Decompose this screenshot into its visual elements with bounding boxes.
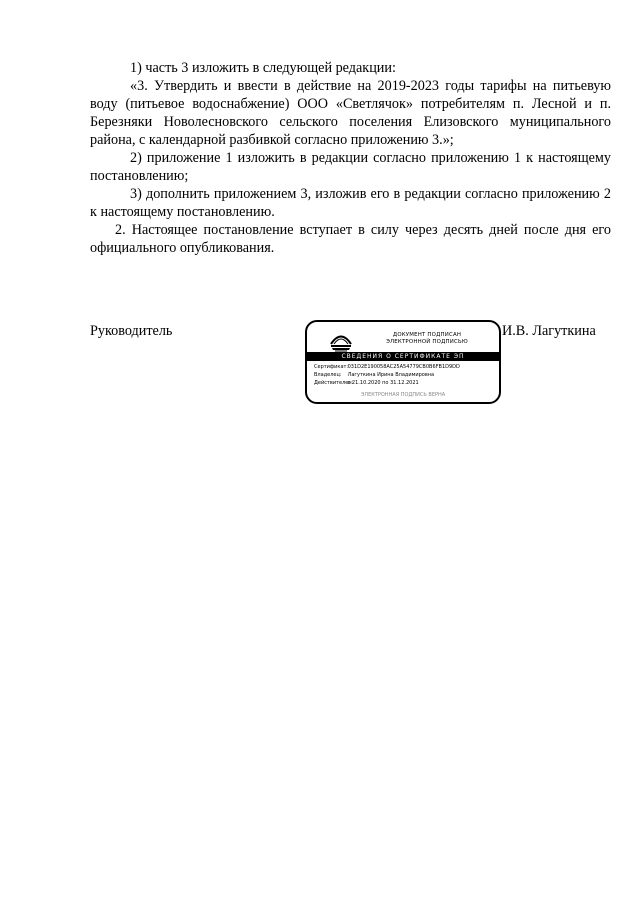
stamp-header-line1: ДОКУМЕНТ ПОДПИСАН	[392, 332, 462, 338]
stamp-owner-row	[314, 372, 434, 379]
stamp-header-line2: ЭЛЕКТРОННОЙ ПОДПИСЬЮ	[386, 339, 468, 345]
stamp-certificate-value: 031D2E190058AC25A54779CB0B6FB1D9DD	[347, 364, 460, 370]
electronic-signature-stamp	[305, 320, 501, 404]
document-body	[90, 59, 611, 257]
paragraph-amendment-intro: 1) часть 3 изложить в следующей редакции:	[130, 60, 396, 76]
stamp-header	[367, 332, 487, 346]
stamp-certificate-row	[314, 364, 460, 371]
stamp-banner: СВЕДЕНИЯ О СЕРТИФИКАТЕ ЭП	[307, 352, 499, 361]
paragraph-appendix-3: 3) дополнить приложением 3, изложив его в редакции согласно приложению 2 к настоящему постановлению.	[90, 186, 611, 220]
stamp-owner-label: Владелец:	[314, 372, 342, 378]
stamp-validity-label: Действителен:	[314, 380, 354, 386]
stamp-footer: ЭЛЕКТРОННАЯ ПОДПИСЬ ВЕРНА	[360, 392, 446, 398]
signer-name: И.В. Лагуткина	[502, 323, 596, 339]
paragraph-amendment-text: «3. Утвердить и ввести в действие на 2019-2023 годы тарифы на питьевую воду (питьевое водоснабжение) ООО «Светлячок» потребителям п. Лесной и п. Березняки Новолесновского сельского поселения Елизовского муниципального района, с календарной разбивкой согласно приложению 3.»;	[90, 78, 611, 148]
stamp-certificate-label: Сертификат:	[314, 364, 349, 370]
stamp-validity-value: с 21.10.2020 по 31.12.2021	[347, 380, 419, 386]
paragraph-appendix-1: 2) приложение 1 изложить в редакции согласно приложению 1 к настоящему постановлению;	[90, 150, 611, 184]
stamp-validity-row	[314, 380, 419, 387]
signer-title: Руководитель	[90, 323, 173, 339]
paragraph-effective-date: 2. Настоящее постановление вступает в силу через десять дней после дня его официального опубликования.	[90, 222, 611, 256]
stamp-owner-value: Лагуткина Ирина Владимировна	[347, 372, 435, 378]
coat-of-arms-emblem-icon	[329, 331, 353, 353]
